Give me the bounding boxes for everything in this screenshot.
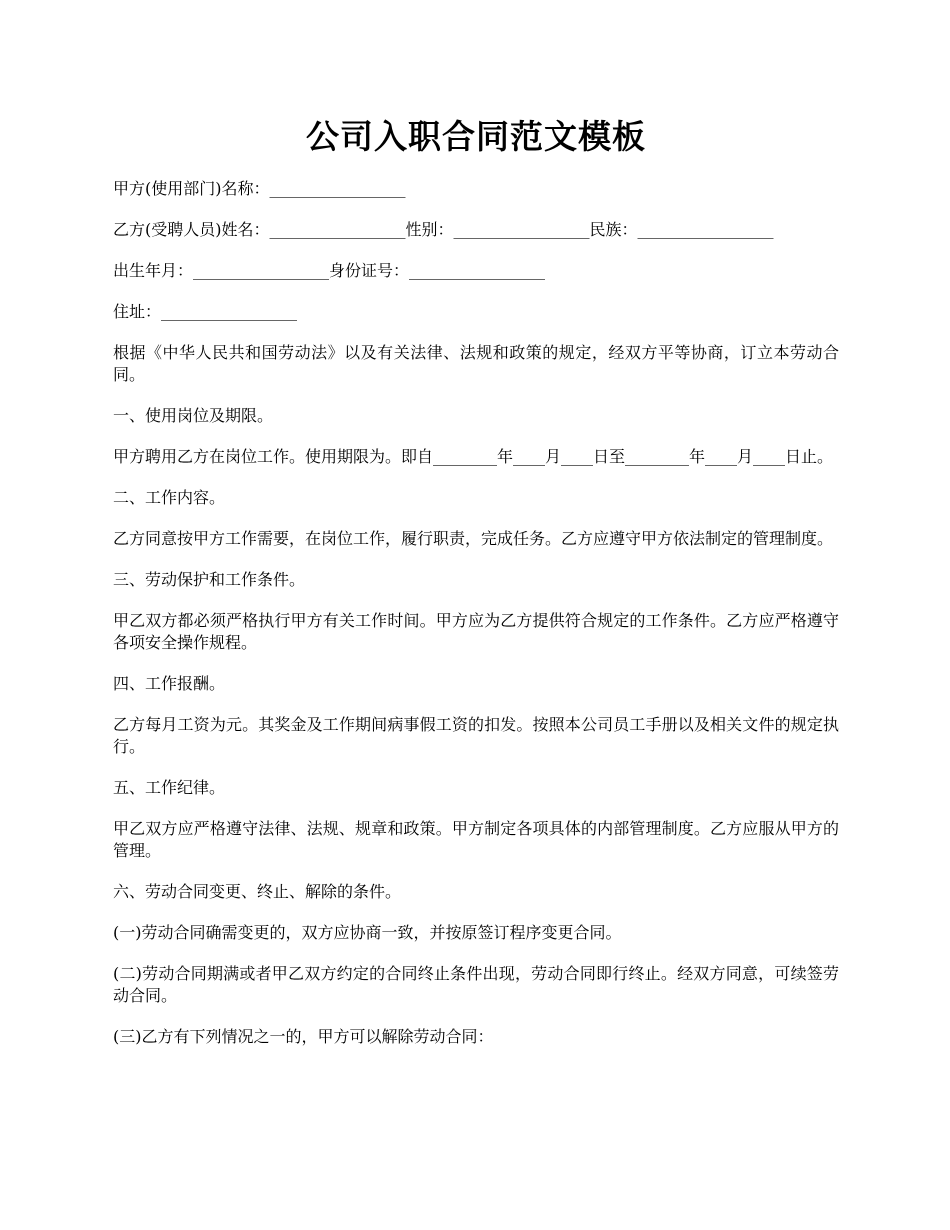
- section-body: 甲乙双方应严格遵守法律、法规、规章和政策。甲方制定各项具体的内部管理制度。乙方应服从甲方的管理。: [113, 819, 839, 860]
- address-field: 住址：_________________: [113, 302, 298, 321]
- document-title: 公司入职合同范文模板: [306, 117, 646, 156]
- preamble: 根据《中华人民共和国劳动法》以及有关法律、法规和政策的规定，经双方平等协商，订立本劳动合同。: [113, 343, 839, 384]
- section-heading: 三、劳动保护和工作条件。: [113, 570, 306, 589]
- clause-item: (一)劳动合同确需变更的，双方应协商一致，并按原签订程序变更合同。: [113, 923, 622, 942]
- party-a-name-field: 甲方(使用部门)名称：_________________: [113, 179, 406, 198]
- section-heading: 五、工作纪律。: [113, 778, 226, 797]
- document-page: [113, 112, 839, 1067]
- section-heading: 一、使用岗位及期限。: [113, 406, 274, 425]
- clause-item: (二)劳动合同期满或者甲乙双方约定的合同终止条件出现，劳动合同即行终止。经双方同意，可续签劳动合同。: [113, 964, 839, 1005]
- section-body: 乙方每月工资为元。其奖金及工作期间病事假工资的扣发。按照本公司员工手册以及相关文件的规定执行。: [113, 715, 839, 756]
- birth-id-field: 出生年月：_________________身份证号：_________________: [113, 261, 546, 280]
- section-body: 甲方聘用乙方在岗位工作。使用期限为。即自________年____月____日至________年____月____日止。: [113, 447, 834, 466]
- clause-item: (三)乙方有下列情况之一的，甲方可以解除劳动合同：: [113, 1027, 494, 1046]
- section-heading: 六、劳动合同变更、终止、解除的条件。: [113, 882, 402, 901]
- section-body: 乙方同意按甲方工作需要，在岗位工作，履行职责，完成任务。乙方应遵守甲方依法制定的管理制度。: [113, 529, 834, 548]
- party-b-info-field: 乙方(受聘人员)姓名：_________________性别：_________________民族：_________________: [113, 220, 774, 239]
- section-body: 甲乙双方都必须严格执行甲方有关工作时间。甲方应为乙方提供符合规定的工作条件。乙方应严格遵守各项安全操作规程。: [113, 611, 839, 652]
- section-heading: 四、工作报酬。: [113, 674, 226, 693]
- section-heading: 二、工作内容。: [113, 488, 226, 507]
